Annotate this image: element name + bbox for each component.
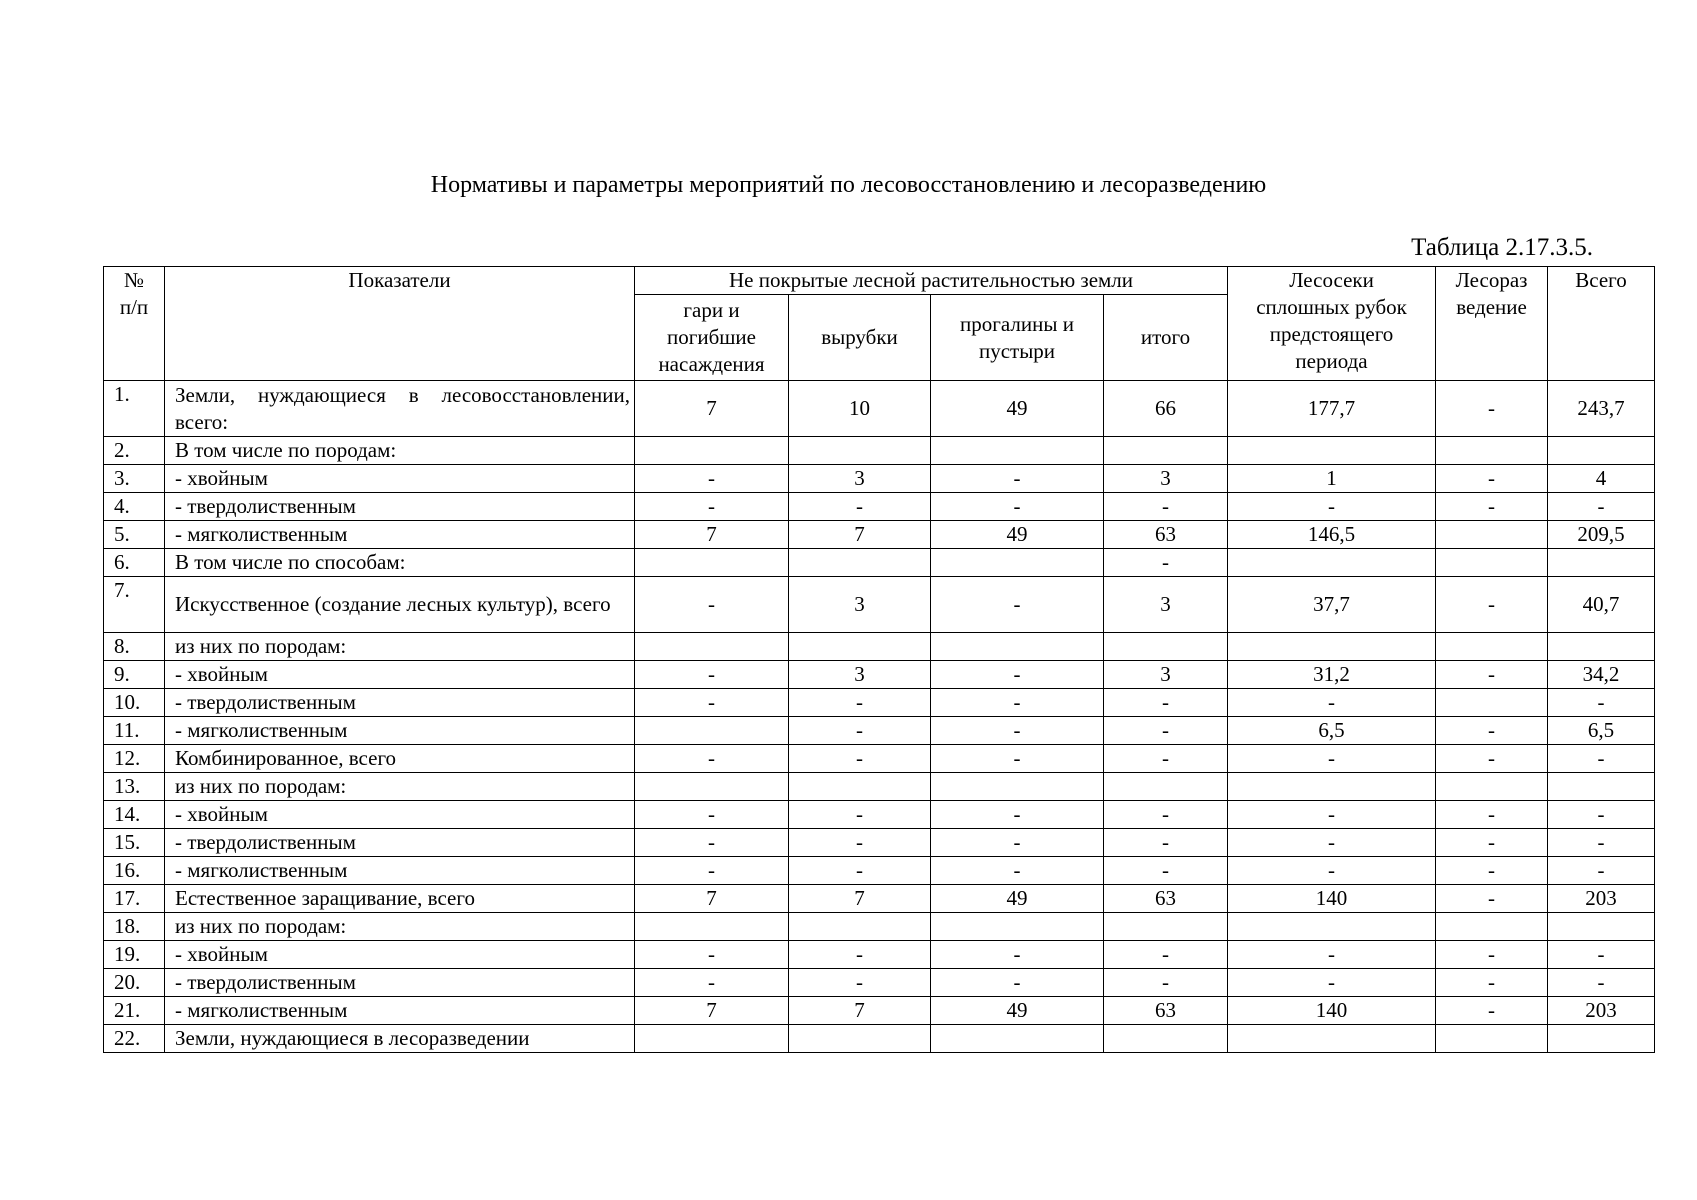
row-value: -	[789, 969, 931, 997]
row-value: 209,5	[1548, 521, 1655, 549]
row-value: 6,5	[1548, 717, 1655, 745]
row-value: -	[1436, 969, 1548, 997]
row-value: 7	[789, 997, 931, 1025]
row-value: -	[1436, 493, 1548, 521]
row-value	[1104, 773, 1228, 801]
row-value: -	[1436, 941, 1548, 969]
row-value: 7	[635, 997, 789, 1025]
table-row	[104, 577, 1655, 633]
row-number: 21.	[104, 997, 165, 1025]
row-value: 7	[635, 885, 789, 913]
row-value	[1548, 633, 1655, 661]
header-row-1	[104, 267, 1655, 295]
row-value: 63	[1104, 521, 1228, 549]
row-value: -	[1104, 689, 1228, 717]
row-value	[1228, 633, 1436, 661]
row-value	[1436, 549, 1548, 577]
row-value: -	[635, 857, 789, 885]
row-value: -	[931, 969, 1104, 997]
row-value: 10	[789, 381, 931, 437]
row-number: 9.	[104, 661, 165, 689]
row-value: -	[1228, 941, 1436, 969]
row-value: -	[1228, 969, 1436, 997]
row-value: -	[931, 745, 1104, 773]
row-value: -	[1228, 689, 1436, 717]
row-value: -	[931, 941, 1104, 969]
row-value	[789, 437, 931, 465]
row-value: -	[635, 493, 789, 521]
row-value: -	[1436, 465, 1548, 493]
row-indicator: - твердолиственным	[165, 829, 635, 857]
row-value: 243,7	[1548, 381, 1655, 437]
row-number: 6.	[104, 549, 165, 577]
row-value: 140	[1228, 885, 1436, 913]
row-number: 2.	[104, 437, 165, 465]
row-number: 4.	[104, 493, 165, 521]
table-row	[104, 465, 1655, 493]
row-value: -	[1104, 549, 1228, 577]
row-value: -	[1228, 745, 1436, 773]
row-value: -	[1228, 857, 1436, 885]
row-number: 11.	[104, 717, 165, 745]
row-indicator: В том числе по породам:	[165, 437, 635, 465]
table-row	[104, 437, 1655, 465]
row-value: 203	[1548, 885, 1655, 913]
row-value	[1104, 1025, 1228, 1053]
row-value: -	[1436, 717, 1548, 745]
row-value	[1548, 549, 1655, 577]
table-row	[104, 689, 1655, 717]
row-value: -	[1548, 801, 1655, 829]
header-clear-cutting-sites: Лесосеки сплошных рубок предстоящего периода	[1228, 267, 1436, 381]
row-value	[1436, 521, 1548, 549]
row-value	[1548, 1025, 1655, 1053]
row-indicator: - твердолиственным	[165, 969, 635, 997]
row-value: -	[1548, 493, 1655, 521]
header-not-covered-lands: Не покрытые лесной растительностью земли	[635, 267, 1228, 295]
row-value: -	[1228, 801, 1436, 829]
row-value: 49	[931, 381, 1104, 437]
row-value: -	[1104, 969, 1228, 997]
row-indicator: из них по породам:	[165, 913, 635, 941]
row-value: -	[789, 829, 931, 857]
row-value: 203	[1548, 997, 1655, 1025]
row-value	[1436, 689, 1548, 717]
row-value: -	[635, 829, 789, 857]
row-indicator: - хвойным	[165, 465, 635, 493]
row-value	[635, 549, 789, 577]
row-number: 5.	[104, 521, 165, 549]
row-value	[635, 717, 789, 745]
row-indicator: - хвойным	[165, 801, 635, 829]
row-value: -	[789, 745, 931, 773]
table-row	[104, 717, 1655, 745]
row-indicator: из них по породам:	[165, 773, 635, 801]
row-indicator: Земли, нуждающиеся в лесовосстановлении, всего:	[165, 381, 635, 437]
row-value	[1436, 633, 1548, 661]
row-value: -	[789, 689, 931, 717]
row-value	[1436, 773, 1548, 801]
row-value: 7	[789, 885, 931, 913]
header-total: Всего	[1548, 267, 1655, 381]
row-value: -	[931, 717, 1104, 745]
table-row	[104, 913, 1655, 941]
row-value: -	[1104, 941, 1228, 969]
row-value: -	[1548, 969, 1655, 997]
row-value: -	[931, 801, 1104, 829]
row-value	[931, 633, 1104, 661]
row-value: 66	[1104, 381, 1228, 437]
row-value: -	[931, 465, 1104, 493]
table-row	[104, 997, 1655, 1025]
row-value: -	[1548, 941, 1655, 969]
row-value	[789, 913, 931, 941]
row-value: 49	[931, 885, 1104, 913]
table-row	[104, 381, 1655, 437]
row-value: -	[635, 801, 789, 829]
row-value: -	[1436, 997, 1548, 1025]
table-body	[104, 381, 1655, 1053]
row-value: -	[1104, 717, 1228, 745]
row-value	[1436, 1025, 1548, 1053]
row-value: -	[1436, 381, 1548, 437]
row-value: -	[1104, 857, 1228, 885]
row-indicator: Земли, нуждающиеся в лесоразведении	[165, 1025, 635, 1053]
table-row	[104, 829, 1655, 857]
document-title: Нормативы и параметры мероприятий по лесовосстановлению и лесоразведению	[430, 172, 1267, 198]
row-indicator: - хвойным	[165, 941, 635, 969]
row-value	[1548, 437, 1655, 465]
row-value: 34,2	[1548, 661, 1655, 689]
row-value: -	[1436, 829, 1548, 857]
row-value	[1228, 437, 1436, 465]
row-value: -	[635, 661, 789, 689]
row-value: -	[789, 857, 931, 885]
row-value: -	[1548, 689, 1655, 717]
row-value: -	[931, 493, 1104, 521]
row-number: 3.	[104, 465, 165, 493]
row-value: 4	[1548, 465, 1655, 493]
row-number: 14.	[104, 801, 165, 829]
row-value: 6,5	[1228, 717, 1436, 745]
row-value: -	[931, 661, 1104, 689]
row-value: -	[1228, 829, 1436, 857]
row-value: -	[1436, 577, 1548, 633]
row-value	[1228, 549, 1436, 577]
row-value	[635, 913, 789, 941]
row-value: -	[789, 717, 931, 745]
row-indicator: Естественное заращивание, всего	[165, 885, 635, 913]
header-burnt-dead-stands: гари и погибшие насаждения	[635, 295, 789, 381]
row-indicator: - мягколиственным	[165, 997, 635, 1025]
row-number: 17.	[104, 885, 165, 913]
row-value: -	[931, 829, 1104, 857]
row-number: 1.	[104, 381, 165, 437]
reforestation-table	[103, 266, 1655, 1053]
row-indicator: - мягколиственным	[165, 717, 635, 745]
header-num: № п/п	[104, 267, 165, 381]
row-value: -	[1436, 661, 1548, 689]
header-afforestation: Лесораз ведение	[1436, 267, 1548, 381]
row-value: 40,7	[1548, 577, 1655, 633]
row-value	[789, 633, 931, 661]
row-value: 3	[1104, 661, 1228, 689]
row-number: 12.	[104, 745, 165, 773]
row-value: 31,2	[1228, 661, 1436, 689]
row-value: 3	[789, 661, 931, 689]
row-value: -	[1228, 493, 1436, 521]
row-value: -	[789, 941, 931, 969]
row-value: 3	[1104, 577, 1228, 633]
row-value	[1548, 913, 1655, 941]
row-number: 18.	[104, 913, 165, 941]
row-value: 177,7	[1228, 381, 1436, 437]
row-value: -	[1548, 829, 1655, 857]
table-row	[104, 801, 1655, 829]
row-number: 13.	[104, 773, 165, 801]
row-indicator: Искусственное (создание лесных культур), всего	[165, 577, 635, 633]
row-value	[1548, 773, 1655, 801]
row-value	[1104, 633, 1228, 661]
row-value	[635, 1025, 789, 1053]
row-indicator: - мягколиственным	[165, 857, 635, 885]
row-value: -	[1104, 801, 1228, 829]
row-value	[789, 773, 931, 801]
header-indicator: Показатели	[165, 267, 635, 381]
row-value: -	[635, 941, 789, 969]
row-value: 3	[789, 465, 931, 493]
row-value: 146,5	[1228, 521, 1436, 549]
table-row	[104, 521, 1655, 549]
table-row	[104, 857, 1655, 885]
row-value: -	[789, 801, 931, 829]
row-number: 20.	[104, 969, 165, 997]
row-value	[635, 437, 789, 465]
row-value: 7	[635, 381, 789, 437]
row-value: -	[1104, 493, 1228, 521]
row-value	[789, 549, 931, 577]
row-value	[1228, 1025, 1436, 1053]
row-value	[931, 1025, 1104, 1053]
row-value: 3	[1104, 465, 1228, 493]
header-subtotal: итого	[1104, 295, 1228, 381]
row-value	[931, 913, 1104, 941]
table-row	[104, 661, 1655, 689]
row-indicator: В том числе по способам:	[165, 549, 635, 577]
row-value	[635, 773, 789, 801]
row-number: 22.	[104, 1025, 165, 1053]
row-value: -	[1436, 857, 1548, 885]
row-value	[1104, 437, 1228, 465]
row-value: -	[1436, 745, 1548, 773]
row-value: 49	[931, 997, 1104, 1025]
row-number: 8.	[104, 633, 165, 661]
row-indicator: - хвойным	[165, 661, 635, 689]
row-indicator: - мягколиственным	[165, 521, 635, 549]
row-value	[1436, 437, 1548, 465]
table-row	[104, 773, 1655, 801]
header-clearings: вырубки	[789, 295, 931, 381]
row-value: 7	[635, 521, 789, 549]
row-value	[931, 549, 1104, 577]
row-value	[1228, 773, 1436, 801]
row-value: -	[931, 689, 1104, 717]
row-value: -	[931, 577, 1104, 633]
row-value: 49	[931, 521, 1104, 549]
table-row	[104, 941, 1655, 969]
row-value	[789, 1025, 931, 1053]
row-value	[931, 773, 1104, 801]
row-number: 7.	[104, 577, 165, 633]
row-value: -	[1436, 885, 1548, 913]
row-value: -	[635, 969, 789, 997]
row-value	[1436, 913, 1548, 941]
table-row	[104, 745, 1655, 773]
table-row	[104, 493, 1655, 521]
row-value: 7	[789, 521, 931, 549]
row-value	[931, 437, 1104, 465]
row-value: 63	[1104, 885, 1228, 913]
row-value: -	[931, 857, 1104, 885]
row-value	[635, 633, 789, 661]
row-value: 63	[1104, 997, 1228, 1025]
row-indicator: Комбинированное, всего	[165, 745, 635, 773]
row-value: -	[635, 745, 789, 773]
table-row	[104, 969, 1655, 997]
table-row	[104, 885, 1655, 913]
row-indicator: из них по породам:	[165, 633, 635, 661]
row-value: -	[1548, 745, 1655, 773]
row-indicator: - твердолиственным	[165, 689, 635, 717]
row-value: -	[1548, 857, 1655, 885]
row-value: -	[789, 493, 931, 521]
row-indicator: - твердолиственным	[165, 493, 635, 521]
table-number: Таблица 2.17.3.5.	[1411, 234, 1593, 261]
row-value: 3	[789, 577, 931, 633]
row-value: -	[635, 577, 789, 633]
row-value: -	[635, 689, 789, 717]
row-value: 140	[1228, 997, 1436, 1025]
row-value: -	[635, 465, 789, 493]
table-row	[104, 1025, 1655, 1053]
row-value	[1228, 913, 1436, 941]
row-value	[1104, 913, 1228, 941]
table-row	[104, 549, 1655, 577]
header-glades-wastelands: прогалины и пустыри	[931, 295, 1104, 381]
row-number: 10.	[104, 689, 165, 717]
table-row	[104, 633, 1655, 661]
row-value: 37,7	[1228, 577, 1436, 633]
row-value: -	[1104, 829, 1228, 857]
row-number: 15.	[104, 829, 165, 857]
row-value: -	[1104, 745, 1228, 773]
row-value: -	[1436, 801, 1548, 829]
row-value: 1	[1228, 465, 1436, 493]
row-number: 19.	[104, 941, 165, 969]
row-number: 16.	[104, 857, 165, 885]
